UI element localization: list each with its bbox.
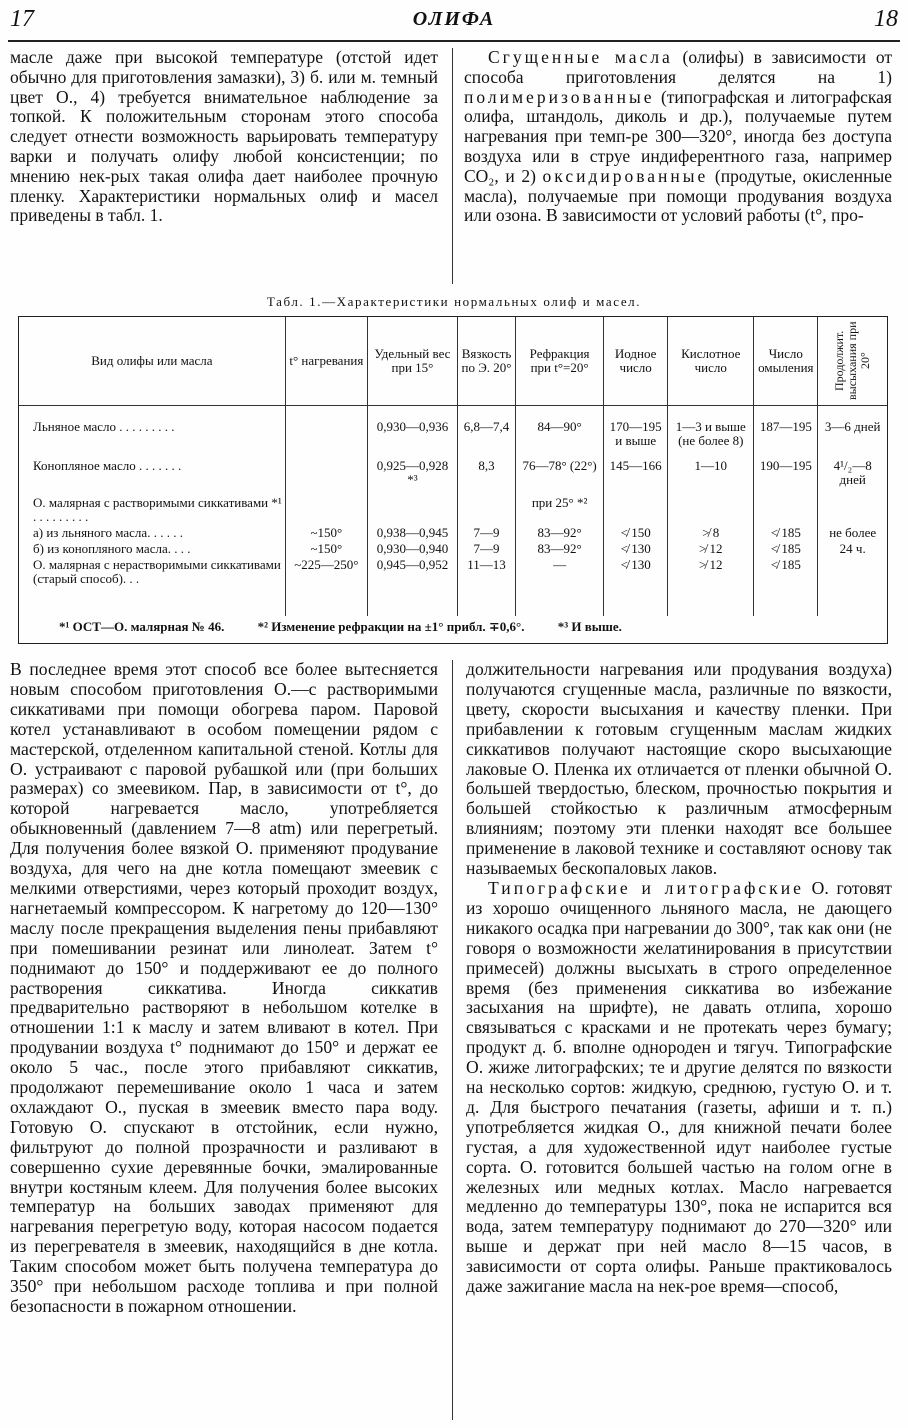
table-cell: 83—92° <box>516 541 604 557</box>
table-row <box>19 541 887 557</box>
table-cell: 7—9 <box>457 541 515 557</box>
footnote: *¹ ОСТ—О. малярная № 46. <box>59 619 225 634</box>
bottom-right-column <box>466 660 892 1420</box>
table-cell: 1—10 <box>668 449 754 488</box>
table-cell: ≮ 185 <box>754 541 818 557</box>
table-caption: Табл. 1.—Характеристики нормальных олиф и масел. <box>266 294 642 309</box>
column-header: Кислотное число <box>668 317 754 406</box>
column-divider-top <box>452 48 453 284</box>
column-divider-bottom <box>452 660 453 1420</box>
row-label: О. малярная с растворимыми сиккативами *¹ . . . . . . . . . <box>19 488 285 525</box>
table-cell: не более <box>829 525 877 540</box>
paragraph: должительности нагревания или продувания воздуха) получаются сгущенные масла, различные по вязкости, цвету, скорости высыхания и качеству пленки. При прибавлении к готовым сгущенным маслам жидких сиккативов получают настоящие скоро высыхающие лаковые О. Пленка их отличается от пленки обычной О. большей твердостью, блеском, прочностью покрытия и большей стойкостью к различным атмосферным влияниям; поэтому эти пленки находят все большее применение в лаковой технике и составляют основу так называемых бескопаловых лаков. <box>466 659 892 879</box>
table-cell: 6,8—7,4 <box>457 406 515 450</box>
table-cell <box>818 488 887 525</box>
table-cell <box>604 488 668 525</box>
table-cell: 0,930—0,940 <box>367 541 457 557</box>
table-cell: ~150° <box>285 525 367 541</box>
table-cell <box>754 488 818 525</box>
table-cell: ≮ 150 <box>604 525 668 541</box>
spaced-term: Типографские и литографские <box>488 877 804 898</box>
table-cell: 84—90° <box>516 406 604 450</box>
row-label: Конопляное масло . . . . . . . <box>19 449 285 488</box>
column-header: t° нагревания <box>285 317 367 406</box>
text-run: (продутые, окисленные масла), получаемые при помощи продувания воздуха или озона. В зависимости от условий работы (t°, про- <box>464 165 893 226</box>
footnote: *³ И выше. <box>557 619 622 634</box>
running-header <box>10 6 898 38</box>
page-number-left: 17 <box>10 6 34 32</box>
table-cell <box>668 488 754 525</box>
table-cell: 0,930—0,936 <box>367 406 457 450</box>
running-title: ОЛИФА <box>412 8 496 30</box>
table-row <box>19 488 887 525</box>
column-header-label: Продолжит. высыхания при 20° <box>832 321 873 401</box>
table-cell: ≯ 12 <box>668 541 754 557</box>
table-cell: при 25° *² <box>516 488 604 525</box>
table-cell <box>367 488 457 525</box>
table-cell: ≮ 130 <box>604 541 668 557</box>
table-cell: 0,938—0,945 <box>367 525 457 541</box>
table-row <box>19 525 887 541</box>
table-cell: ~150° <box>285 541 367 557</box>
column-header: Число омыления <box>754 317 818 406</box>
table-cell: 1—3 и выше (не более 8) <box>668 406 754 450</box>
table-cell: 83—92° <box>516 525 604 541</box>
paragraph: масле даже при высокой температуре (отстой идет обычно для приготовления замазки), 3) б. или м. темный цвет О., 4) требуется внимательное наблюдение за топкой. К положительным сторонам этого способа следует отнести возможность варьировать температуру варки и получать олифу любой консистенции; по мнению нек-рых такая олифа дает наиболее прочную пленку. Характеристики нормальных олиф и масел приведены в табл. 1. <box>10 47 438 226</box>
table-cell <box>818 557 887 616</box>
table-row <box>19 449 887 488</box>
column-header: Рефракция при t°=20° <box>516 317 604 406</box>
table-row <box>19 557 887 616</box>
top-right-column <box>464 48 892 284</box>
table-cell: 170—195 и выше <box>604 406 668 450</box>
text-run: (олифы) в зависимости от способа приготовления делятся на 1) <box>464 47 893 87</box>
top-left-column <box>10 48 438 284</box>
table-cell <box>457 488 515 525</box>
table-cell: 7—9 <box>457 525 515 541</box>
table-cell: 187—195 <box>754 406 818 450</box>
table-cell: 0,925—0,928 *³ <box>367 449 457 488</box>
row-label: а) из льняного масла. . . . . . <box>19 525 285 541</box>
table-cell: 76—78° (22°) <box>516 449 604 488</box>
table-cell <box>285 406 367 450</box>
table-cell: 11—13 <box>457 557 515 616</box>
page-number-right: 18 <box>874 6 898 32</box>
row-label: Льняное масло . . . . . . . . . <box>19 406 285 450</box>
column-header: Иодное число <box>604 317 668 406</box>
spaced-term: Сгущенные масла <box>488 47 673 67</box>
spaced-term: оксидированные <box>542 165 709 186</box>
table-row <box>19 406 887 450</box>
table-cell: 8,3 <box>457 449 515 488</box>
table-cell: ≮ 185 <box>754 557 818 616</box>
paragraph: В последнее время этот способ все более вытесняется новым способом приготовления О.—с растворимыми сиккативами при помощи обогрева паром. Паровой котел устанавливают в особом помещении рядом с мастерской, отделенном капитальной стеной. Котлы для О. устраивают с паровой рубашкой или (при больших размерах) со змеевиком. Пар, в зависимости от t°, до которой нагревается масло, употребляется обыкновенный (давлением 7—8 atm) или перегретый. Для получения более вязкой О. применяют продувание воздуха, для чего на дне котла помещают змеевик с мелкими отверстиями, через который проходит воздух, нагнетаемый компрессором. К нагретому до 120—130° маслу после прекращения выделения пены прибавляют при помешивании резинат или линолеат. Затем t° поднимают до 150° и поддерживают ее до полного растворения сиккатива. Иногда сиккатив предварительно растворяют в небольшом котелке в отношении 1:1 к маслу и затем вливают в котел. При продувании воздуха t° поднимают до 150° и держат ее около 5 час., после этого прибавляют сиккатив, продолжают перемешивание около 1 часа и затем охлаждают О., пуская в змеевик вместо пара воду. Готовую О. спускают в отстойник, если нужно, фильтруют до полной прозрачности и разливают в совершенно сухие деревянные бочки, эмалированные внутри костяным клеем. Для получения более высоких температур на больших заводах применяют для нагревания перегретую воду, которая насосом подается из перегревателя в змеевик, находящийся в дне котла. Таким способом может быть получена температура до 350° при небольшом расходе топлива и при полной безопасности в пожарном отношении. <box>10 659 438 1316</box>
row-label: О. малярная с нерастворимыми сиккативами (старый способ). . . <box>19 557 285 616</box>
table-cell: 190—195 <box>754 449 818 488</box>
column-header <box>818 317 887 406</box>
header-rule <box>8 40 900 42</box>
spaced-term: полимеризованные <box>464 86 655 107</box>
table-cell: 4¹/₂—8 дней <box>833 458 872 487</box>
table-cell: ~225—250° <box>285 557 367 616</box>
table-cell: ≮ 185 <box>754 525 818 541</box>
bottom-left-column <box>10 660 438 1420</box>
table-1 <box>18 316 888 644</box>
paragraph <box>466 879 892 1297</box>
table-cell: ≮ 130 <box>604 557 668 616</box>
footnote: *² Изменение рефракции на ±1° прибл. ∓0,6°. <box>257 619 525 634</box>
row-label: б) из конопляного масла. . . . <box>19 541 285 557</box>
table-cell <box>285 449 367 488</box>
table-cell: — <box>516 557 604 616</box>
characteristics-table <box>19 317 887 616</box>
table-cell: ≯ 12 <box>668 557 754 616</box>
text-run: О. готовят из хорошо очищенного льняного масла, не дающего никакого осадка при нагревании до 300°, так как они (не говоря о возможности желатинирования в присутствии примесей) должны высыхать в строго определенное время (без применения сиккатива во избежание засыхания на шрифте), не давать отлипа, хорошо связываться с красками и не протекать через бумагу; продукт д. б. вполне однороден и тягуч. Типографские О. жиже литографских; те и другие делятся по вязкости на несколько сортов: жидкую, среднюю, густую О. и т. д. Для быстрого печатания (газеты, афиши и т. п.) употребляется жидкая О., для книжной печати более густая, а для художественной идут наиболее густые сорта. О. готовится большей частью на голом огне в железных или медных котлах. Масло нагревается медленно до температуры 130°, пока не испарится вся вода, затем температуру поднимают до 270—320° или выше и держат при ней масло 8—15 часов, в зависимости от сорта олифы. Раньше практиковалось даже зажигание масла на нек-рое время—способ, <box>466 877 892 1297</box>
table-footnotes <box>59 619 867 635</box>
table-cell: ≯ 8 <box>668 525 754 541</box>
text-run: (типографская и литографская олифа, штандоль, диколь и др.), получаемые путем нагревания при темп-ре 300—320°, иногда без доступа воздуха или в струе индиферентного газа, например CO₂, и 2) <box>464 86 892 186</box>
table-cell: 3—6 дней <box>824 419 881 434</box>
column-header: Вид олифы или масла <box>19 317 285 406</box>
table-cell: 0,945—0,952 <box>367 557 457 616</box>
column-header: Удельный вес при 15° <box>367 317 457 406</box>
table-cell: 24 ч. <box>839 541 866 556</box>
table-cell: 145—166 <box>604 449 668 488</box>
paragraph <box>464 48 892 226</box>
table-header-row <box>19 317 887 406</box>
column-header: Вязкость по Э. 20° <box>457 317 515 406</box>
table-cell <box>285 488 367 525</box>
